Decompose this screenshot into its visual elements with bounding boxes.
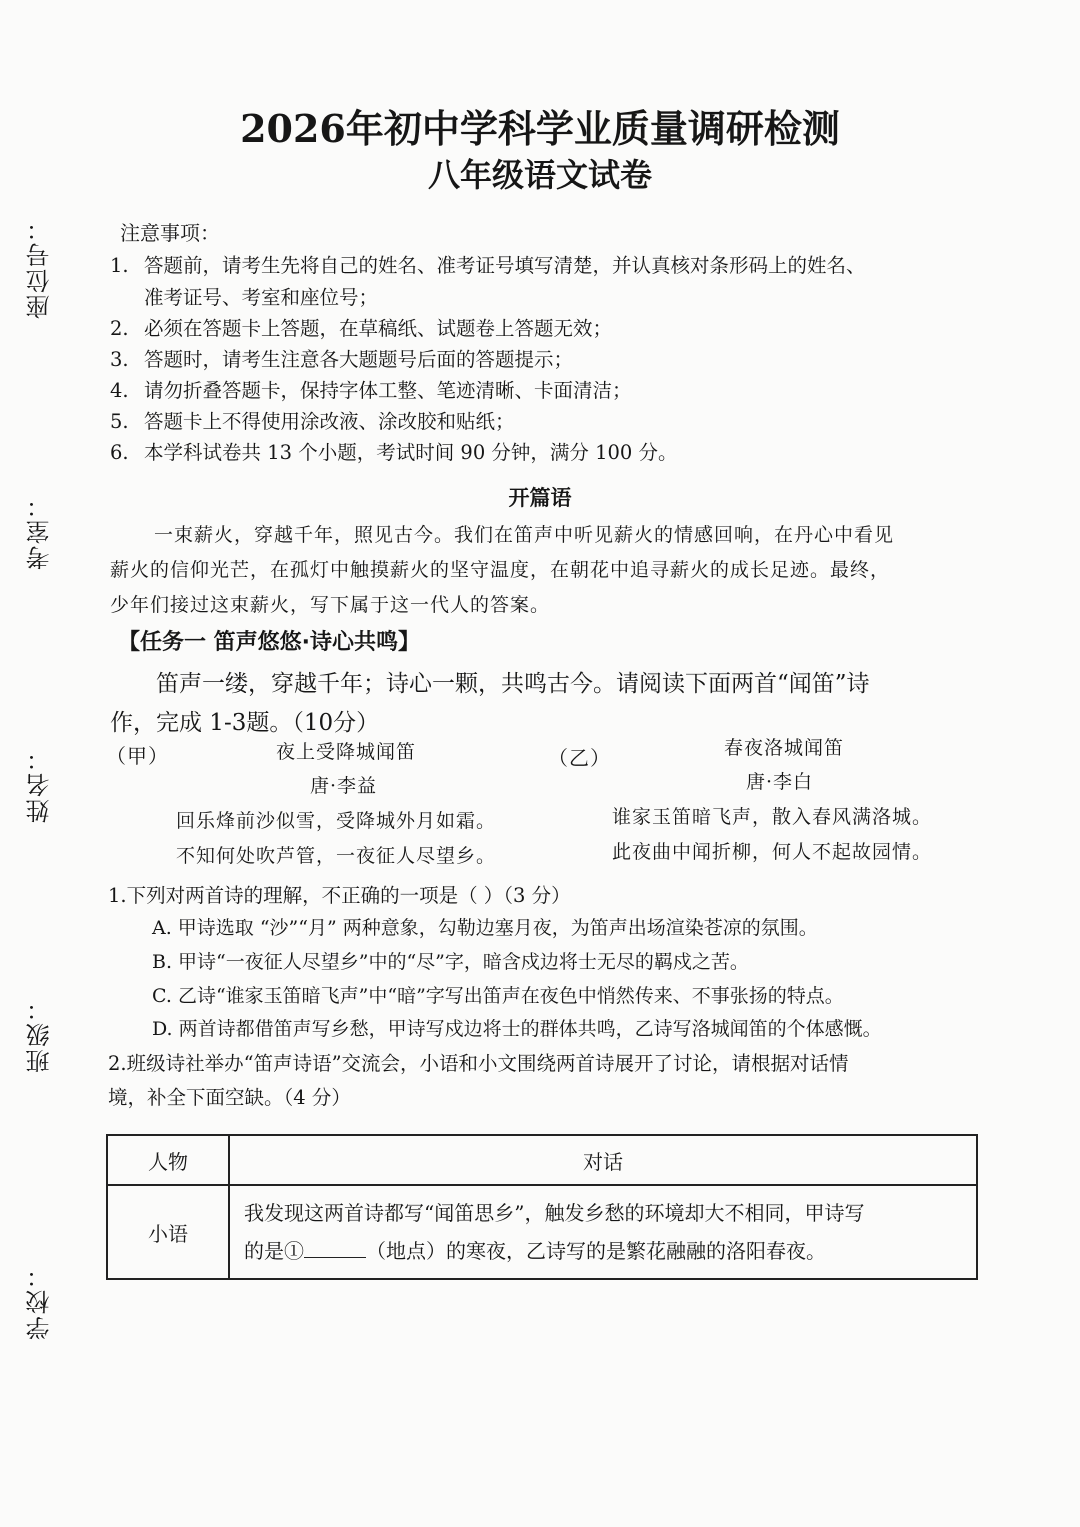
notice-item: 2. 必须在答题卡上答题，在草稿纸、试题卷上答题无效； <box>110 317 613 340</box>
poem-jia-title: 夜上受降城闻笛 <box>276 741 417 763</box>
table-header-row <box>107 1135 977 1185</box>
exam-subtitle: 八年级语文试卷 <box>427 156 652 194</box>
task-intro-line: 笛声一缕，穿越千年；诗心一颗，共鸣古今。请阅读下面两首“闻笛”诗 <box>156 671 870 697</box>
q1-option-c: C. 乙诗“谁家玉笛暗飞声”中“暗”字写出笛声在夜色中悄然传来、不事张扬的特点。 <box>152 985 844 1007</box>
q1-option-a: A. 甲诗选取 “沙”“月” 两种意象，勾勒边塞月夜，为笛声出场渲染苍凉的氛围。 <box>152 917 818 939</box>
poem-jia-mark: （甲） <box>106 744 169 768</box>
opening-line: 少年们接过这束薪火，写下属于这一代人的答案。 <box>110 594 551 616</box>
exam-title: 2026年初中学科学业质量调研检测 <box>240 106 840 151</box>
class-label: 班级： <box>26 995 54 1073</box>
poem-jia-line: 不知何处吹芦管，一夜征人尽望乡。 <box>176 845 497 867</box>
poem-yi-line: 谁家玉笛暗飞声，散入春风满洛城。 <box>612 806 933 828</box>
notice-item-continuation: 准考证号、考室和座位号； <box>144 286 379 309</box>
header-speaker: 人物 <box>107 1135 229 1185</box>
dialogue-line: 的是① （地点）的寒夜，乙诗写的是繁花融融的洛阳春夜。 <box>244 1239 826 1263</box>
poem-yi-author: 唐·李白 <box>746 771 814 793</box>
speaker-cell: 小语 <box>107 1185 229 1279</box>
notice-item: 4. 请勿折叠答题卡，保持字体工整、笔迹清晰、卡面清洁； <box>110 379 632 402</box>
task-heading: 【任务一 笛声悠悠·诗心共鸣】 <box>118 630 421 655</box>
opening-heading: 开篇语 <box>508 486 572 510</box>
notice-item: 3. 答题时，请考生注意各大题题号后面的答题提示； <box>110 348 574 371</box>
dialogue-table <box>106 1134 978 1280</box>
poem-yi-line: 此夜曲中闻折柳，何人不起故园情。 <box>612 841 933 863</box>
opening-line: 一束薪火，穿越千年，照见古今。我们在笛声中听见薪火的情感回响，在丹心中看见 <box>154 524 895 546</box>
notice-heading: 注意事项： <box>120 221 220 245</box>
notice-item: 1. 答题前，请考生先将自己的姓名、准考证号填写清楚，并认真核对条形码上的姓名、 <box>110 254 866 277</box>
poem-yi-title: 春夜洛城闻笛 <box>724 737 845 759</box>
school-label: 学校： <box>26 1262 54 1340</box>
task-intro-line: 作，完成 1-3题。（10分） <box>110 710 380 736</box>
seat-number-label: 座位号： <box>26 215 54 319</box>
answer-blank[interactable] <box>304 1239 366 1258</box>
header-dialogue: 对话 <box>229 1135 977 1185</box>
notice-item: 6. 本学科试卷共 13 个小题，考试时间 90 分钟，满分 100 分。 <box>110 441 678 464</box>
question-2-stem: 2.班级诗社举办“笛声诗语”交流会，小语和小文围绕两首诗展开了讨论，请根据对话情 <box>108 1052 849 1075</box>
q1-option-d: D. 两首诗都借笛声写乡愁，甲诗写戍边将士的群体共鸣，乙诗写洛城闻笛的个体感慨。 <box>152 1018 882 1040</box>
exam-room-label: 考室： <box>26 492 54 570</box>
opening-line: 薪火的信仰光芒，在孤灯中触摸薪火的坚守温度，在朝花中追寻薪火的成长足迹。最终， <box>110 559 891 581</box>
question-2-stem-cont: 境，补全下面空缺。（4 分） <box>108 1086 351 1109</box>
name-label: 姓名： <box>26 745 54 823</box>
q1-option-b: B. 甲诗“一夜征人尽望乡”中的“尽”字，暗含戍边将士无尽的羁戍之苦。 <box>152 951 749 973</box>
dialogue-cell <box>229 1185 977 1279</box>
poem-yi-mark: （乙） <box>548 746 611 770</box>
table-row <box>107 1185 977 1279</box>
dialogue-line: 我发现这两首诗都写“闻笛思乡”，触发乡愁的环境却大不相同，甲诗写 <box>244 1201 865 1225</box>
notice-item: 5. 答题卡上不得使用涂改液、涂改胶和贴纸； <box>110 410 515 433</box>
poem-jia-author: 唐·李益 <box>310 775 378 797</box>
question-1-stem: 1.下列对两首诗的理解，不正确的一项是（ ）（3 分） <box>108 884 571 907</box>
poem-jia-line: 回乐烽前沙似雪，受降城外月如霜。 <box>176 810 497 832</box>
